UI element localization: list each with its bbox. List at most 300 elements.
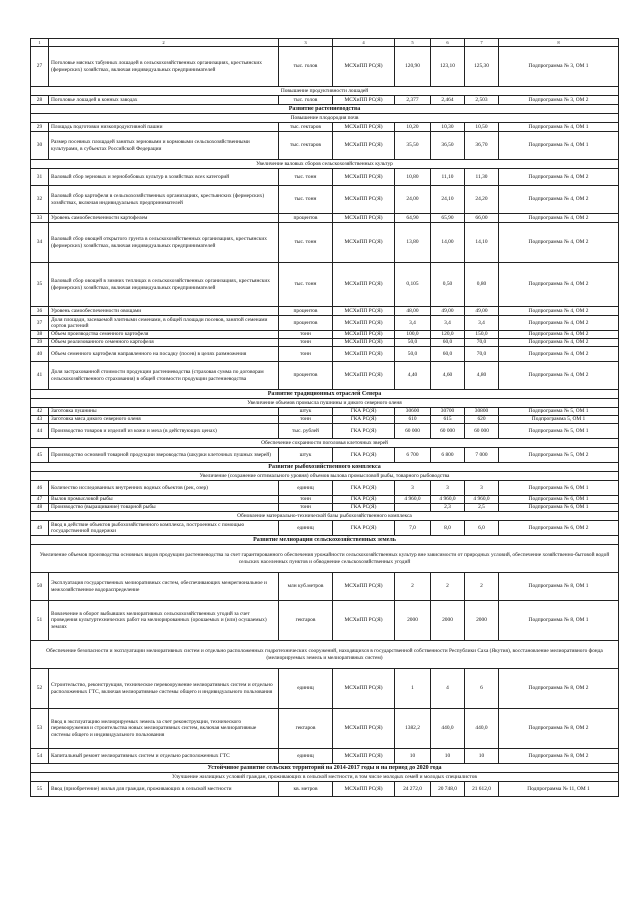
program-cell: Подпрограмма № 4, ОМ 2	[499, 339, 619, 347]
row-number: 32	[31, 186, 49, 214]
indicator-name: Ввод в эксплуатацию мелиорируемых земель за счет реконструкции, технического перевооружения и строительства новых мелиоративных систем, включая мелиоративные системы общего и индивидуального пользования	[49, 709, 279, 749]
header-cell: 7	[465, 39, 499, 47]
row-number: 53	[31, 709, 49, 749]
unit-cell: тонн	[279, 496, 333, 504]
value-2019: 3,4	[431, 316, 465, 331]
value-2020: 6,0	[465, 521, 499, 536]
row-number: 54	[31, 749, 49, 764]
unit-cell: процентов	[279, 362, 333, 390]
program-cell: Подпрограмма № 4, ОМ 2	[499, 316, 619, 331]
unit-cell: тыс. рублей	[279, 424, 333, 439]
table-row	[31, 416, 619, 424]
program-cell: Подпрограмма № 4, ОМ 2	[499, 331, 619, 339]
value-2018: 24 272,0	[395, 782, 431, 797]
unit-cell: тонн	[279, 331, 333, 339]
value-2019: 2000	[431, 601, 465, 641]
executor-cell: МСХиПП РС(Я)	[333, 362, 395, 390]
header-cell: 8	[499, 39, 619, 47]
value-2019: 2,3	[431, 504, 465, 512]
unit-cell: штук	[279, 408, 333, 416]
indicator-name: Вовлечение в оборот выбывших мелиоративных сельскохозяйственных угодий за счет проведения культуртехнических работ на мелиорированных (орошаемых и (или) осушаемых) землях	[49, 601, 279, 641]
row-number: 38	[31, 331, 49, 339]
table-row	[31, 481, 619, 496]
indicator-name: Объем производства семенного картофеля	[49, 331, 279, 339]
executor-cell: МСХиПП РС(Я)	[333, 347, 395, 362]
value-2018: 2,377	[395, 96, 431, 105]
value-2018: 64,90	[395, 214, 431, 223]
header-cell: 4	[333, 39, 395, 47]
indicator-name: Валовый сбор зерновых и зернобобовых культур в хозяйствах всех категорий	[49, 169, 279, 186]
section-heading-row	[31, 390, 619, 399]
value-2018: 100,0	[395, 331, 431, 339]
indicator-name: Поголовье лошадей в конных заводах	[49, 96, 279, 105]
executor-cell: ГКА РС(Я)	[333, 504, 395, 512]
subsection-row	[31, 114, 619, 123]
note-row	[31, 545, 619, 573]
value-2019: 120,0	[431, 331, 465, 339]
indicator-name: Валовый сбор картофеля в сельскохозяйственных организациях, крестьянских (фермерских) хозяйствах, включая индивидуальных предпринимателей	[49, 186, 279, 214]
program-cell: Подпрограмма № 5, ОМ 2	[499, 448, 619, 463]
executor-cell: МСХиПП РС(Я)	[333, 573, 395, 601]
table-row	[31, 521, 619, 536]
subsection-row	[31, 472, 619, 481]
row-number: 55	[31, 782, 49, 797]
value-2019: 4	[431, 669, 465, 709]
executor-cell: МСХиПП РС(Я)	[333, 316, 395, 331]
value-2019: 0,50	[431, 263, 465, 307]
unit-cell: тонн	[279, 416, 333, 424]
value-2019: 8,0	[431, 521, 465, 536]
program-cell: Подпрограмма № 8, ОМ 1	[499, 601, 619, 641]
value-2019: 60,0	[431, 347, 465, 362]
value-2020: 10	[465, 749, 499, 764]
unit-cell: тыс. гектаров	[279, 132, 333, 160]
table-row	[31, 169, 619, 186]
value-2020: 2,5	[465, 504, 499, 512]
unit-cell: гектаров	[279, 601, 333, 641]
program-cell: Подпрограмма № 6, ОМ 1	[499, 496, 619, 504]
row-number: 43	[31, 416, 49, 424]
program-cell: Подпрограмма № 6, ОМ 1	[499, 481, 619, 496]
row-number: 44	[31, 424, 49, 439]
value-2018: 35,50	[395, 132, 431, 160]
value-2020: 24,20	[465, 186, 499, 214]
program-cell: Подпрограмма № 4, ОМ 2	[499, 362, 619, 390]
indicator-name: Доля застрахованной стоимости продукции растениеводства (страховая сумма по договорам сельскохозяйственного страхования) в общей стоимости продукции растениеводства	[49, 362, 279, 390]
unit-cell: процентов	[279, 214, 333, 223]
value-2019: 123,10	[431, 47, 465, 87]
indicator-name: Объем семенного картофеля направленного на посадку (посев) в целях размножения	[49, 347, 279, 362]
value-2020: 10,50	[465, 123, 499, 132]
executor-cell: МСХиПП РС(Я)	[333, 214, 395, 223]
table-row	[31, 339, 619, 347]
row-number: 52	[31, 669, 49, 709]
indicator-name: Строительство, реконструкция, техническое перевооружение мелиоративных систем и отдельно расположенных ГТС, включая мелиоративные системы общего и индивидуального пользования	[49, 669, 279, 709]
section-note: Обеспечение безопасности и эксплуатации мелиоративных систем и отдельно расположенных гидротехнических сооружений, находящихся в государственной собственности Республики Саха (Якутия), восстановление мелиоративного фонда (мелиорируемых земель и мелиоративных систем)	[31, 641, 619, 669]
value-2018: 10,80	[395, 169, 431, 186]
indicator-name: Капитальный ремонт мелиоративных систем и отдельно расположенных ГТС	[49, 749, 279, 764]
program-cell: Подпрограмма № 6, ОМ 1	[499, 504, 619, 512]
subsection-row	[31, 512, 619, 521]
table-row	[31, 307, 619, 316]
value-2018: 30600	[395, 408, 431, 416]
executor-cell: МСХиПП РС(Я)	[333, 132, 395, 160]
value-2018: 1382,2	[395, 709, 431, 749]
value-2019: 2,464	[431, 96, 465, 105]
value-2020: 2,503	[465, 96, 499, 105]
value-2018: 2000	[395, 601, 431, 641]
row-number: 49	[31, 521, 49, 536]
value-2020: 2	[465, 573, 499, 601]
program-cell: Подпрограмма № 4, ОМ 2	[499, 169, 619, 186]
value-2020: 0,80	[465, 263, 499, 307]
program-cell: Подпрограмма № 6, ОМ 2	[499, 521, 619, 536]
value-2019: 10,30	[431, 123, 465, 132]
value-2020: 2000	[465, 601, 499, 641]
row-number: 31	[31, 169, 49, 186]
value-2020: 440,0	[465, 709, 499, 749]
value-2018: 1	[395, 669, 431, 709]
executor-cell: МСХиПП РС(Я)	[333, 123, 395, 132]
table-row	[31, 504, 619, 512]
subsection-heading: Увеличение объемов промысла пушнины и дикого северного оленя	[31, 399, 619, 408]
executor-cell: МСХиПП РС(Я)	[333, 749, 395, 764]
executor-cell: МСХиПП РС(Я)	[333, 339, 395, 347]
executor-cell: МСХиПП РС(Я)	[333, 307, 395, 316]
header-cell: 6	[431, 39, 465, 47]
value-2018: 4 960,0	[395, 496, 431, 504]
value-2018: 50,0	[395, 347, 431, 362]
section-heading: Устойчивое развитие сельских территорий на 2014-2017 годы и на период до 2020 года	[31, 764, 619, 773]
value-2019: 4,60	[431, 362, 465, 390]
unit-cell: тыс. гектаров	[279, 123, 333, 132]
table-row	[31, 749, 619, 764]
table-row	[31, 214, 619, 223]
subsection-heading: Обеспечение сохранности поголовья клеточных зверей	[31, 439, 619, 448]
unit-cell: единиц	[279, 481, 333, 496]
section-heading-row	[31, 536, 619, 545]
value-2020: 36,70	[465, 132, 499, 160]
value-2019: 65,90	[431, 214, 465, 223]
value-2020: 11,30	[465, 169, 499, 186]
subsection-row	[31, 439, 619, 448]
value-2020: 21 612,0	[465, 782, 499, 797]
unit-cell: тонн	[279, 504, 333, 512]
program-cell: Подпрограмма № 8, ОМ 1	[499, 573, 619, 601]
row-number: 46	[31, 481, 49, 496]
indicator-name: Вылов промысловой рыбы	[49, 496, 279, 504]
value-2018: 6 700	[395, 448, 431, 463]
table-row	[31, 223, 619, 263]
value-2020: 7 000	[465, 448, 499, 463]
row-number: 35	[31, 263, 49, 307]
table-row	[31, 263, 619, 307]
indicator-name: Производство (выращивание) товарной рыбы	[49, 504, 279, 512]
table-row	[31, 331, 619, 339]
unit-cell: тыс. тонн	[279, 169, 333, 186]
section-heading-row	[31, 764, 619, 773]
table-row	[31, 496, 619, 504]
subsection-row	[31, 87, 619, 96]
row-number: 34	[31, 223, 49, 263]
indicator-name: Ввод в действие объектов рыбохозяйственного комплекса, построенных с помощью государственной поддержки	[49, 521, 279, 536]
value-2018: 3,4	[395, 316, 431, 331]
executor-cell: МСХиПП РС(Я)	[333, 169, 395, 186]
value-2019: 49,00	[431, 307, 465, 316]
value-2020: 4 960,0	[465, 496, 499, 504]
table-row	[31, 709, 619, 749]
executor-cell: ГКА РС(Я)	[333, 448, 395, 463]
executor-cell: МСХиПП РС(Я)	[333, 709, 395, 749]
unit-cell: единиц	[279, 749, 333, 764]
table-row	[31, 186, 619, 214]
value-2018: 2	[395, 573, 431, 601]
value-2019: 615	[431, 416, 465, 424]
row-number: 47	[31, 496, 49, 504]
value-2019: 36,50	[431, 132, 465, 160]
table-row	[31, 123, 619, 132]
header-cell: 5	[395, 39, 431, 47]
unit-cell: тыс. голов	[279, 96, 333, 105]
section-heading: Развитие мелиорации сельскохозяйственных земель	[31, 536, 619, 545]
table-row	[31, 316, 619, 331]
table-row	[31, 347, 619, 362]
unit-cell: тыс. голов	[279, 47, 333, 87]
program-cell: Подпрограмма № 4, ОМ 2	[499, 347, 619, 362]
indicator-name: Валовый сбор овощей в зимних теплицах в сельскохозяйственных организациях, крестьянских (фермерских) хозяйствах, включая индивидуальных предпринимателей	[49, 263, 279, 307]
program-cell: Подпрограмма № 5, ОМ 1	[499, 408, 619, 416]
executor-cell: МСХиПП РС(Я)	[333, 669, 395, 709]
executor-cell: МСХиПП РС(Я)	[333, 47, 395, 87]
subsection-heading: Обновление материально-технической базы рыбохозяйственного комплекса	[31, 512, 619, 521]
indicator-name: Уровень самообеспеченности картофелем	[49, 214, 279, 223]
indicator-name: Уровень самообеспеченности овощами	[49, 307, 279, 316]
executor-cell: МСХиПП РС(Я)	[333, 263, 395, 307]
table-row	[31, 448, 619, 463]
executor-cell: ГКА РС(Я)	[333, 481, 395, 496]
executor-cell: ГКА РС(Я)	[333, 416, 395, 424]
row-number: 45	[31, 448, 49, 463]
program-cell: Подпрограмма № 3, ОМ 1	[499, 47, 619, 87]
value-2018: 10	[395, 749, 431, 764]
value-2018: 48,00	[395, 307, 431, 316]
executor-cell: МСХиПП РС(Я)	[333, 223, 395, 263]
unit-cell: гектаров	[279, 709, 333, 749]
indicator-name: Количество исследованных внутренних водных объектов (рек, озер)	[49, 481, 279, 496]
section-note: Увеличение объемов производства основных видов продукции растениеводства за счет гарантированного обеспечения урожайности сельскохозяйственных культур вне зависимости от природных условий, обеспечение хозяйственно-бытовой водой сельских населенных пунктов и обводнение сельскохозяйственных угодий	[31, 545, 619, 573]
indicator-name: Заготовка пушнины	[49, 408, 279, 416]
indicator-name: Доля площади, засеваемой элитными семенами, в общей площади посевов, занятой семенами сортов растений	[49, 316, 279, 331]
program-cell: Подпрограмма 5, ОМ 1	[499, 416, 619, 424]
value-2018: 3	[395, 481, 431, 496]
indicator-name: Производство основной товарной продукции звероводства (шкурки клеточных пушных зверей)	[49, 448, 279, 463]
value-2020: 4,80	[465, 362, 499, 390]
value-2019: 24,10	[431, 186, 465, 214]
note-row	[31, 641, 619, 669]
value-2019: 440,0	[431, 709, 465, 749]
section-heading: Развитие рыбохозяйственного комплекса	[31, 463, 619, 472]
indicator-name: Ввод (приобретение) жилья для граждан, проживающих в сельской местности	[49, 782, 279, 797]
value-2020: 150,0	[465, 331, 499, 339]
row-number: 37	[31, 316, 49, 331]
unit-cell: кв. метров	[279, 782, 333, 797]
value-2019: 14,00	[431, 223, 465, 263]
table-row	[31, 47, 619, 87]
value-2018: 120,90	[395, 47, 431, 87]
value-2020: 125,30	[465, 47, 499, 87]
indicator-name: Площадь подготовки низкопродуктивной пашни	[49, 123, 279, 132]
value-2018: 4,40	[395, 362, 431, 390]
value-2018: 7,0	[395, 521, 431, 536]
subsection-heading: Повышение продуктивности лошадей	[31, 87, 619, 96]
value-2018: 0,105	[395, 263, 431, 307]
indicator-name: Поголовье мясных табунных лошадей в сельскохозяйственных организациях, крестьянских (фермерских) хозяйствах, включая индивидуальных предпринимателей	[49, 47, 279, 87]
program-cell: Подпрограмма № 11, ОМ 1	[499, 782, 619, 797]
executor-cell: МСХиПП РС(Я)	[333, 782, 395, 797]
executor-cell: МСХиПП РС(Я)	[333, 186, 395, 214]
value-2020: 30800	[465, 408, 499, 416]
program-cell: Подпрограмма № 5, ОМ 1	[499, 424, 619, 439]
unit-cell: процентов	[279, 307, 333, 316]
table-row	[31, 424, 619, 439]
executor-cell: МСХиПП РС(Я)	[333, 331, 395, 339]
row-number: 39	[31, 339, 49, 347]
table-body	[31, 39, 619, 797]
row-number: 51	[31, 601, 49, 641]
header-cell: 1	[31, 39, 49, 47]
header-row	[31, 39, 619, 47]
subsection-row	[31, 399, 619, 408]
row-number: 36	[31, 307, 49, 316]
indicator-name: Эксплуатация государственных мелиоративных систем, обеспечивающих межрегиональное и межхозяйственное водораспределение	[49, 573, 279, 601]
table-row	[31, 669, 619, 709]
program-cell: Подпрограмма № 8, ОМ 2	[499, 749, 619, 764]
value-2018: 10,20	[395, 123, 431, 132]
row-number: 42	[31, 408, 49, 416]
value-2020: 49,00	[465, 307, 499, 316]
value-2020: 6	[465, 669, 499, 709]
indicators-sheet	[30, 38, 618, 797]
indicators-table	[30, 38, 619, 797]
indicator-name: Производство товаров и изделий из кожи и меха (в действующих ценах)	[49, 424, 279, 439]
table-row	[31, 573, 619, 601]
subsection-heading: Увеличение (сохранение оптимального уровня) объемов вылова промысловой рыбы, товарного рыбоводства	[31, 472, 619, 481]
unit-cell: единиц	[279, 669, 333, 709]
row-number: 30	[31, 132, 49, 160]
row-number: 50	[31, 573, 49, 601]
value-2019: 3	[431, 481, 465, 496]
table-row	[31, 96, 619, 105]
program-cell: Подпрограмма № 4, ОМ 2	[499, 263, 619, 307]
value-2019: 10	[431, 749, 465, 764]
value-2020: 3	[465, 481, 499, 496]
row-number: 29	[31, 123, 49, 132]
unit-cell: тыс. тонн	[279, 223, 333, 263]
unit-cell: единиц	[279, 521, 333, 536]
table-row	[31, 601, 619, 641]
program-cell: Подпрограмма № 4, ОМ 1	[499, 132, 619, 160]
subsection-row	[31, 773, 619, 782]
value-2019: 6 800	[431, 448, 465, 463]
unit-cell: тонн	[279, 347, 333, 362]
section-heading-row	[31, 463, 619, 472]
value-2018: 60 000	[395, 424, 431, 439]
value-2019: 60,0	[431, 339, 465, 347]
program-cell: Подпрограмма № 3, ОМ 2	[499, 96, 619, 105]
row-number: 28	[31, 96, 49, 105]
unit-cell: процентов	[279, 316, 333, 331]
header-cell: 3	[279, 39, 333, 47]
value-2019: 60 000	[431, 424, 465, 439]
value-2018: 13,80	[395, 223, 431, 263]
value-2020: 70,0	[465, 347, 499, 362]
program-cell: Подпрограмма № 8, ОМ 2	[499, 709, 619, 749]
program-cell: Подпрограмма № 4, ОМ 2	[499, 307, 619, 316]
table-row	[31, 408, 619, 416]
value-2019: 2	[431, 573, 465, 601]
table-row	[31, 132, 619, 160]
indicator-name: Объем реализованного семенного картофеля	[49, 339, 279, 347]
value-2018: 50,0	[395, 339, 431, 347]
subsection-heading: Повышение плодородия почв	[31, 114, 619, 123]
value-2020: 70,0	[465, 339, 499, 347]
section-heading: Развитие традиционных отраслей Севера	[31, 390, 619, 399]
row-number: 33	[31, 214, 49, 223]
row-number: 40	[31, 347, 49, 362]
value-2019: 20 748,0	[431, 782, 465, 797]
value-2018: 610	[395, 416, 431, 424]
value-2019: 30700	[431, 408, 465, 416]
indicator-name: Валовый сбор овощей открытого грунта в сельскохозяйственных организациях, крестьянских (фермерских) хозяйствах, включая индивидуальных предпринимателей	[49, 223, 279, 263]
subsection-heading: Улучшение жилищных условий граждан, проживающих в сельской местности, в том числе молодых семей и молодых специалистов	[31, 773, 619, 782]
value-2018: 24,00	[395, 186, 431, 214]
executor-cell: МСХиПП РС(Я)	[333, 96, 395, 105]
executor-cell: ГКА РС(Я)	[333, 424, 395, 439]
indicator-name: Размер посевных площадей занятых зерновыми и кормовыми сельскохозяйственными культурами, в субъектах Российской Федерации	[49, 132, 279, 160]
value-2019: 4 960,0	[431, 496, 465, 504]
header-cell: 2	[49, 39, 279, 47]
table-row	[31, 782, 619, 797]
value-2020: 14,10	[465, 223, 499, 263]
row-number: 27	[31, 47, 49, 87]
program-cell: Подпрограмма № 4, ОМ 2	[499, 223, 619, 263]
subsection-heading: Увеличение валовых сборов сельскохозяйственных культур	[31, 160, 619, 169]
value-2018	[395, 504, 431, 512]
value-2020: 3,4	[465, 316, 499, 331]
section-heading-row	[31, 105, 619, 114]
row-number: 48	[31, 504, 49, 512]
table-row	[31, 362, 619, 390]
unit-cell: тонн	[279, 339, 333, 347]
executor-cell: ГКА РС(Я)	[333, 408, 395, 416]
program-cell: Подпрограмма № 4, ОМ 2	[499, 214, 619, 223]
unit-cell: млн куб.метров	[279, 573, 333, 601]
value-2020: 66,00	[465, 214, 499, 223]
unit-cell: тыс. тонн	[279, 186, 333, 214]
program-cell: Подпрограмма № 4, ОМ 2	[499, 186, 619, 214]
indicator-name: Заготовка мяса дикого северного оленя	[49, 416, 279, 424]
value-2020: 60 000	[465, 424, 499, 439]
program-cell: Подпрограмма № 4, ОМ 1	[499, 123, 619, 132]
subsection-row	[31, 160, 619, 169]
row-number: 41	[31, 362, 49, 390]
executor-cell: ГКА РС(Я)	[333, 521, 395, 536]
executor-cell: МСХиПП РС(Я)	[333, 601, 395, 641]
value-2019: 11,10	[431, 169, 465, 186]
executor-cell: ГКА РС(Я)	[333, 496, 395, 504]
value-2020: 620	[465, 416, 499, 424]
section-heading: Развитие растениеводства	[31, 105, 619, 114]
